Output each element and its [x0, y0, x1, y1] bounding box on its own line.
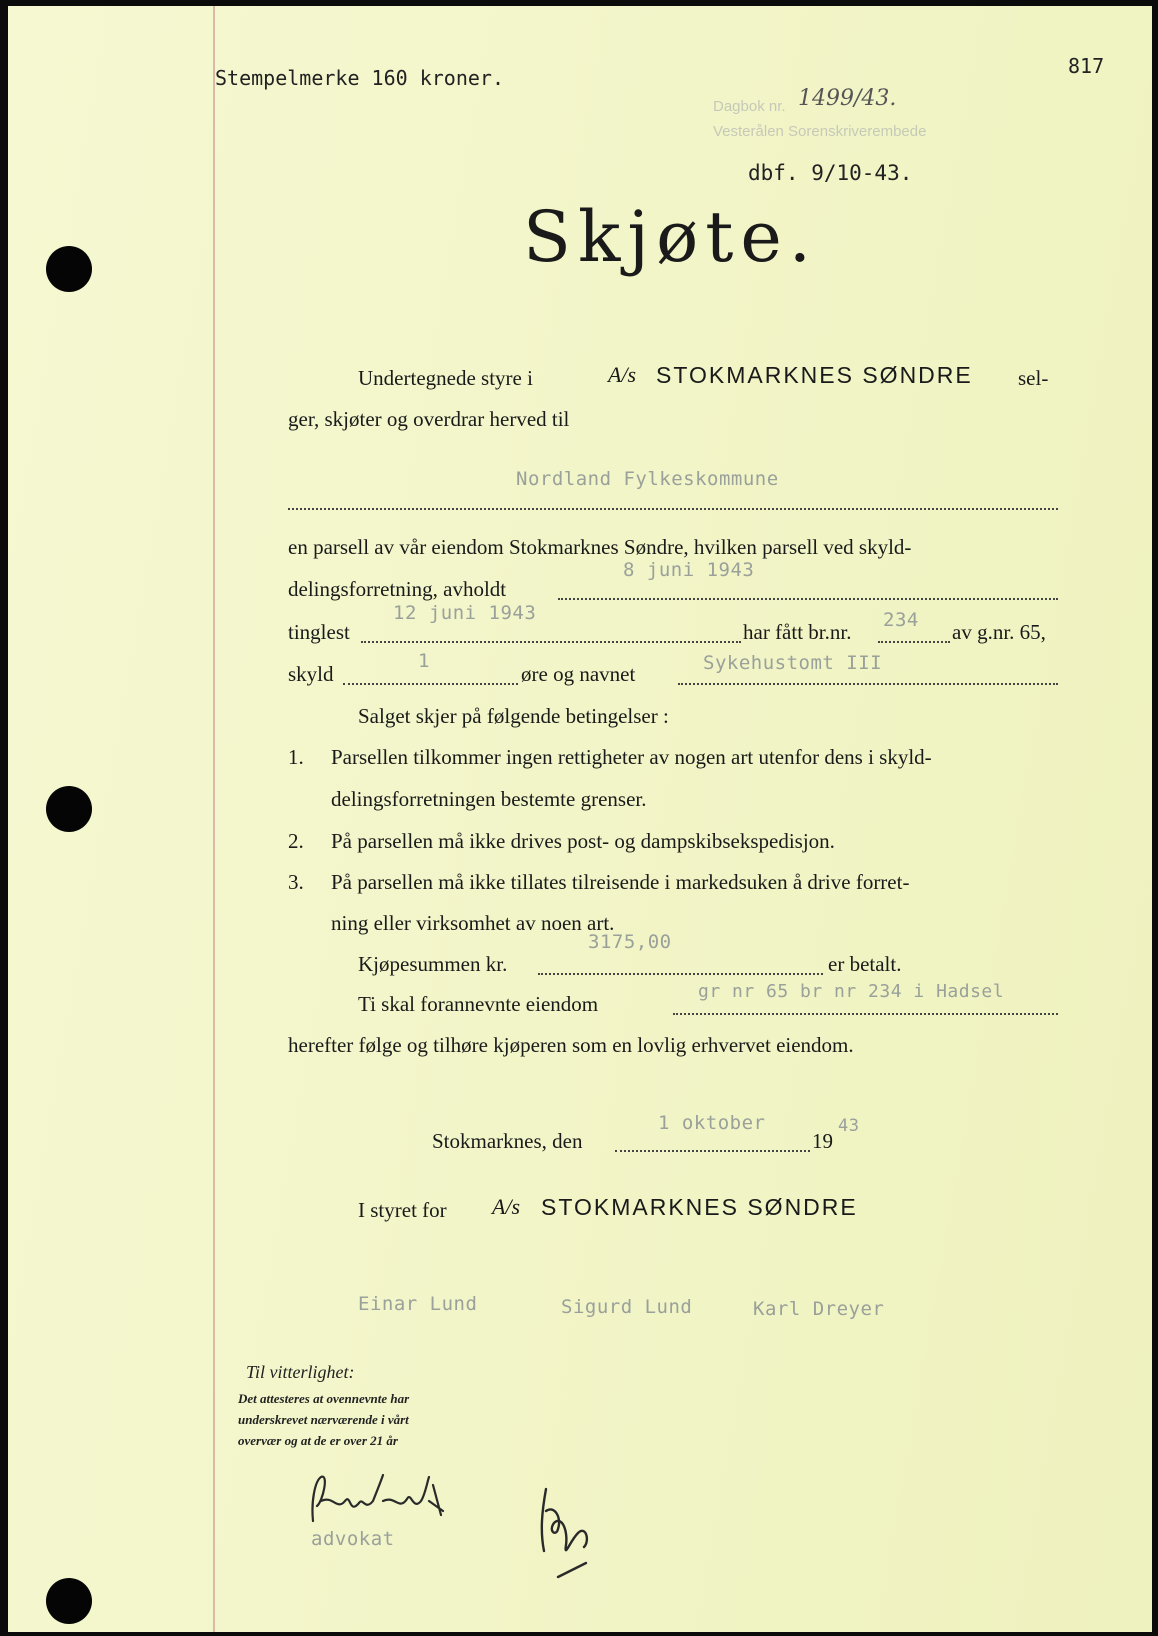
witness-signature-2: [528, 1481, 628, 1581]
place-label: Stokmarknes, den: [432, 1129, 583, 1153]
payment-suffix: er betalt.: [828, 952, 902, 976]
skyld-label: skyld: [288, 662, 334, 686]
transfer-property: gr nr 65 br nr 234 i Hadsel: [698, 981, 1005, 1002]
payment-amount: 3175,00: [588, 931, 672, 953]
condition-text: ning eller virksomhet av noen art.: [331, 911, 615, 935]
condition-number: 3.: [288, 870, 304, 894]
journal-number: 1499/43.: [798, 86, 897, 111]
transfer-dotted-line: [673, 1013, 1058, 1015]
held-date: 8 juni 1943: [623, 559, 755, 581]
buyer-name: Nordland Fylkeskommune: [516, 468, 779, 490]
company-name: STOKMARKNES SØNDRE: [656, 362, 973, 388]
witness-heading: Til vitterlighet:: [246, 1362, 355, 1382]
board-label: I styret for: [358, 1198, 447, 1222]
witness-text: underskrevet nærværende i vårt: [238, 1412, 409, 1427]
witness-signature-1: [303, 1471, 463, 1531]
intro-text: Undertegnede styre i: [358, 366, 533, 390]
tinglest-label: tinglest: [288, 620, 350, 644]
intro-hyphen-word: sel-: [1018, 366, 1049, 390]
margin-rule: [213, 6, 215, 1632]
buyer-dotted-line: [288, 508, 1058, 510]
brnr-value: 234: [883, 609, 919, 631]
intro-line-2: ger, skjøter og overdrar herved til: [288, 407, 570, 431]
condition-text: delingsforretningen bestemte grenser.: [331, 787, 647, 811]
dbf-reference: dbf. 9/10-43.: [748, 161, 913, 185]
navn-dotted-line: [678, 683, 1058, 685]
year-prefix: 19: [812, 1129, 833, 1153]
as-mark: A/s: [492, 1194, 521, 1219]
journal-stamp-label: Dagbok nr.: [713, 98, 786, 115]
date-dotted-line: [615, 1150, 810, 1152]
brnr-dotted-line: [878, 641, 950, 643]
payment-label: Kjøpesummen kr.: [358, 952, 508, 976]
navn-value: Sykehustomt III: [703, 652, 883, 674]
navn-label: øre og navnet: [521, 662, 636, 686]
transfer-label: Ti skal forannevnte eiendom: [358, 992, 599, 1016]
conditions-heading: Salget skjer på følgende betingelser :: [358, 704, 669, 728]
skyld-dotted-line: [343, 683, 518, 685]
stamp-duty-text: Stempelmerke 160 kroner.: [215, 66, 504, 90]
held-label: delingsforretning, avholdt: [288, 577, 507, 601]
condition-text: På parsellen må ikke drives post- og dampskibsekspedisjon.: [331, 829, 835, 853]
condition-number: 1.: [288, 745, 304, 769]
condition-text: På parsellen må ikke tillates tilreisende i markedsuken å drive forret-: [331, 870, 910, 894]
page-number: 817: [1068, 54, 1105, 78]
skyld-value: 1: [418, 650, 430, 672]
gnr-label: av g.nr. 65,: [952, 620, 1046, 644]
signer-name: Karl Dreyer: [753, 1298, 885, 1320]
payment-dotted-line: [538, 973, 823, 975]
punch-hole: [46, 786, 92, 832]
year-suffix: 43: [838, 1116, 860, 1136]
board-company-name: STOKMARKNES SØNDRE: [541, 1194, 858, 1220]
witness-text: overvær og at de er over 21 år: [238, 1433, 398, 1448]
condition-text: Parsellen tilkommer ingen rettigheter av nogen art utenfor dens i skyld-: [331, 745, 932, 769]
document-title: Skjøte.: [523, 196, 819, 278]
document-page: [8, 6, 1152, 1632]
parcel-line-1: en parsell av vår eiendom Stokmarknes Søndre, hvilken parsell ved skyld-: [288, 535, 912, 559]
witness-text: Det attesteres at ovennevnte har: [238, 1391, 410, 1406]
held-dotted-line: [558, 598, 1058, 600]
journal-stamp-office: Vesterålen Sorenskriverembede: [713, 123, 927, 140]
punch-hole: [46, 246, 92, 292]
signing-date: 1 oktober: [658, 1112, 766, 1134]
transfer-line-2: herefter følge og tilhøre kjøperen som en lovlig erhvervet eiendom.: [288, 1033, 854, 1057]
tinglest-dotted-line: [361, 641, 741, 643]
condition-number: 2.: [288, 829, 304, 853]
witness-title: advokat: [311, 1528, 395, 1550]
as-mark: A/s: [608, 362, 637, 387]
brnr-label: har fått br.nr.: [743, 620, 852, 644]
signer-name: Sigurd Lund: [561, 1296, 693, 1318]
signer-name: Einar Lund: [358, 1293, 478, 1315]
tinglest-date: 12 juni 1943: [393, 602, 537, 624]
punch-hole: [46, 1578, 92, 1624]
